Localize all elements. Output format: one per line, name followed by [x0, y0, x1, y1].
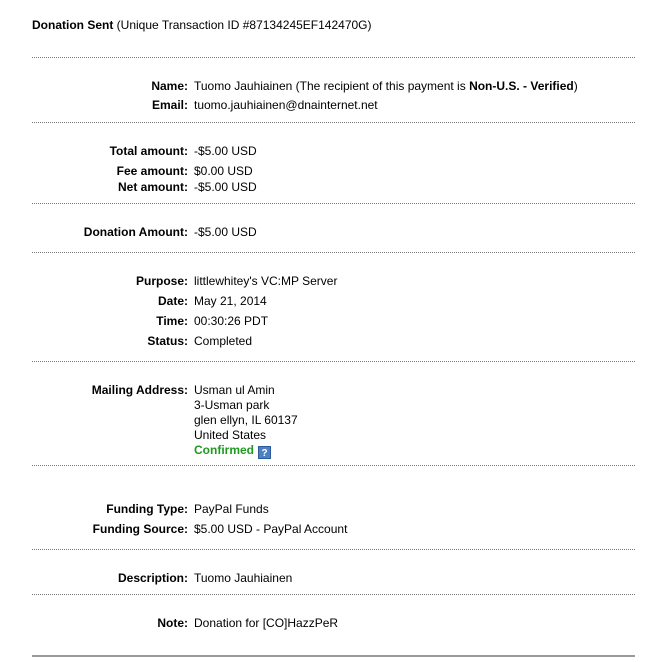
address-line-1: Usman ul Amin [194, 383, 275, 397]
recipient-name: Tuomo Jauhiainen [194, 79, 293, 93]
note-label: Note: [157, 616, 188, 630]
note-row [0, 615, 656, 631]
time-value: 00:30:26 PDT [194, 314, 269, 328]
date-value: May 21, 2014 [194, 294, 267, 308]
address-line-4: United States [194, 428, 267, 442]
description-value: Tuomo Jauhiainen [194, 571, 293, 585]
status-label: Status: [147, 334, 188, 348]
status-row [0, 333, 656, 349]
time-label: Time: [156, 314, 188, 328]
funding-type-label: Funding Type: [106, 502, 188, 516]
purpose-value: littlewhitey's VC:MP Server [194, 274, 338, 288]
total-amount-label: Total amount: [109, 144, 188, 158]
address-line-3: glen ellyn, IL 60137 [194, 413, 298, 427]
email-label: Email: [151, 98, 188, 112]
purpose-row [0, 273, 656, 289]
net-amount-row [0, 179, 656, 195]
net-amount-label: Net amount: [118, 180, 188, 194]
address-line-2: 3-Usman park [194, 398, 270, 412]
note-value: Donation for [CO]HazzPeR [194, 616, 339, 630]
divider [32, 594, 635, 595]
date-row [0, 293, 656, 309]
fee-amount-value: $0.00 USD [194, 164, 253, 178]
divider [32, 465, 635, 466]
name-value [194, 78, 578, 94]
name-label: Name: [151, 79, 188, 93]
total-amount-row [0, 143, 656, 159]
mailing-address-label: Mailing Address: [91, 383, 188, 397]
status-value: Completed [194, 334, 253, 348]
name-row [0, 78, 656, 94]
page-header [32, 18, 372, 32]
net-amount-value: -$5.00 USD [194, 180, 257, 194]
date-label: Date: [157, 294, 188, 308]
address-line-row [0, 427, 656, 443]
divider [32, 361, 635, 362]
address-line-row [0, 412, 656, 428]
recipient-status: Non-U.S. - Verified [469, 79, 574, 93]
divider [32, 203, 635, 204]
funding-type-value: PayPal Funds [194, 502, 269, 516]
fee-amount-row [0, 163, 656, 179]
recipient-note-prefix: (The recipient of this payment is [295, 79, 466, 93]
divider [32, 122, 635, 123]
transaction-id: (Unique Transaction ID #87134245EF142470G) [116, 18, 372, 32]
fee-amount-label: Fee amount: [116, 164, 188, 178]
donation-amount-row [0, 224, 656, 240]
email-value: tuomo.jauhiainen@dnainternet.net [194, 98, 378, 112]
donation-amount-label: Donation Amount: [83, 225, 188, 239]
description-row [0, 570, 656, 586]
confirmed-status: Confirmed [194, 443, 254, 457]
total-amount-value: -$5.00 USD [194, 144, 257, 158]
funding-source-label: Funding Source: [92, 522, 188, 536]
description-label: Description: [117, 571, 188, 585]
address-confirmed [194, 442, 271, 459]
donation-amount-value: -$5.00 USD [194, 225, 257, 239]
divider [32, 57, 635, 58]
recipient-note-suffix: ) [573, 79, 578, 93]
divider [32, 252, 635, 253]
divider [32, 549, 635, 550]
funding-source-value: $5.00 USD - PayPal Account [194, 522, 348, 536]
funding-type-row [0, 501, 656, 517]
question-icon[interactable]: ? [258, 446, 271, 459]
purpose-label: Purpose: [135, 274, 188, 288]
time-row [0, 313, 656, 329]
funding-source-row [0, 521, 656, 537]
mailing-address-row [0, 382, 656, 398]
address-line-row [0, 397, 656, 413]
email-row [0, 97, 656, 113]
page-title: Donation Sent [32, 18, 114, 32]
address-confirmed-row [0, 442, 656, 458]
bottom-divider [32, 655, 635, 657]
